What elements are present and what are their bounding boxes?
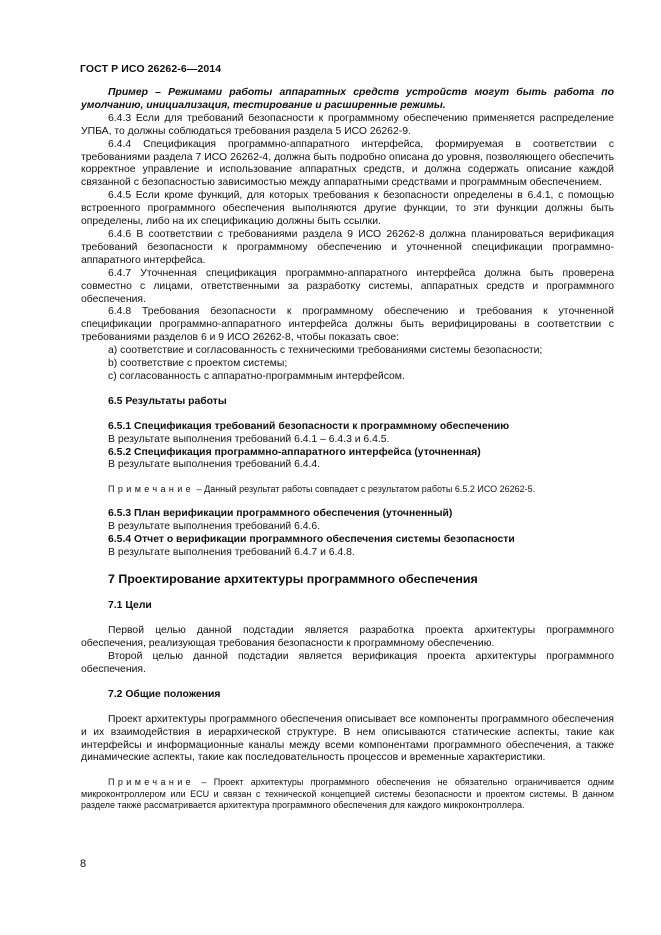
paragraph-7-1-first: Первой целью данной подстадии является разработка проекта архитектуры программного обеспечения, реализующая требования безопасности к программному обеспечению. [81,625,614,650]
note-label: Примечание [108,777,195,788]
list-item: b) соответствие с проектом системы; [108,358,288,370]
subsection-text-6-5-3: В результате выполнения требований 6.4.6. [108,520,321,532]
section-heading-6-5: 6.5 Результаты работы [108,395,227,407]
paragraph-6-4-7: 6.4.7 Уточненная спецификация программно-аппаратного интерфейса должна быть проверена совместно с лицами, ответственными за разработку системы, аппаратных средств и программного обеспечения. [81,267,614,305]
subsection-text-6-5-4: В результате выполнения требований 6.4.7 и 6.4.8. [108,546,355,558]
example-paragraph: Пример – Режимами работы аппаратных средств устройств могут быть работа по умолчанию, инициализация, тестирование и расширенные режимы. [81,87,614,111]
paragraph-7-1-second: Второй целью данной подстадии является верификация проекта архитектуры программного обеспечения. [81,651,614,675]
note-7-2 [81,777,614,811]
note-text: – Данный результат работы совпадает с результатом работы 6.5.2 ИСО 26262-5. [194,484,536,495]
page-header: ГОСТ Р ИСО 26262-6—2014 [80,63,222,75]
section-heading-7-1: 7.1 Цели [108,600,152,612]
page-number: 8 [80,858,87,870]
paragraph-6-4-8: 6.4.8 Требования безопасности к программному обеспечению и требования к уточненной спецификации программно-аппаратного интерфейса должны быть верифицированы в соответствии с требованиями разделов 6 и 9 ИСО 26262-8, чтобы показать свое: [81,306,614,344]
note-label: Примечание [108,484,195,495]
note-6-5-2 [81,484,614,495]
paragraph-6-4-3: 6.4.3 Если для требований безопасности к программному обеспечению применяется распределение УПБА, то должны соблюдаться требования раздела 5 ИСО 26262-9. [81,112,614,137]
paragraph-7-2: Проект архитектуры программного обеспечения описывает все компоненты программного обеспечения и их взаимодействия в иерархической структуре. В нем описываются статические аспекты, такие как интерфейсы и информационные каналы между всеми компонентами программного обеспечения, а также динамические аспекты, такие как последовательность процессов и временные характеристики. [81,713,614,764]
list-item: c) согласованность с аппаратно-программным интерфейсом. [108,370,405,382]
paragraph-6-4-6: 6.4.6 В соответствии с требованиями раздела 9 ИСО 26262-8 должна планироваться верификация требований безопасности к программному обеспечению и уточненной спецификации программно-аппаратного интерфейса. [81,228,614,266]
section-heading-7-2: 7.2 Общие положения [108,688,221,700]
subsection-title-6-5-3: 6.5.3 План верификации программного обеспечения (уточненный) [108,507,453,519]
note-text: – Проект архитектуры программного обеспечения не обязательно ограничивается одним микроконтроллером или ECU и связан с технической концепцией системы безопасности и проектом системы. В данном разделе также рассматривается архитектура программного обеспечения для каждого микроконтроллера. [81,777,614,811]
page-content [81,87,614,812]
subsection-title-6-5-2: 6.5.2 Спецификация программно-аппаратного интерфейса (уточненная) [108,446,481,458]
subsection-title-6-5-1: 6.5.1 Спецификация требований безопасности к программному обеспечению [108,420,510,432]
subsection-title-6-5-4: 6.5.4 Отчет о верификации программного обеспечения системы безопасности [108,533,515,545]
subsection-text-6-5-2: В результате выполнения требований 6.4.4. [108,459,321,471]
subsection-text-6-5-1: В результате выполнения требований 6.4.1 – 6.4.3 и 6.4.5. [108,433,390,445]
paragraph-6-4-5: 6.4.5 Если кроме функций, для которых требования к безопасности определены в 6.4.1, с помощью встроенного программного обеспечения выполняются другие функции, то эти функции должны быть определены, либо на их спецификацию должны быть ссылки. [81,190,614,228]
chapter-heading-7: 7 Проектирование архитектуры программного обеспечения [108,572,478,587]
paragraph-6-4-4: 6.4.4 Спецификация программно-аппаратного интерфейса, формируемая в соответствии с требованиями раздела 7 ИСО 26262-4, должна быть подробно описана до уровня, позволяющего обеспечить корректное управление и использование аппаратных средств, и должна содержать описание каждой связанной с безопасностью зависимостью между аппаратными средствами и программным обеспечением. [81,138,614,189]
list-item: a) соответствие и согласованность с техническими требованиями системы безопасности; [108,345,543,357]
